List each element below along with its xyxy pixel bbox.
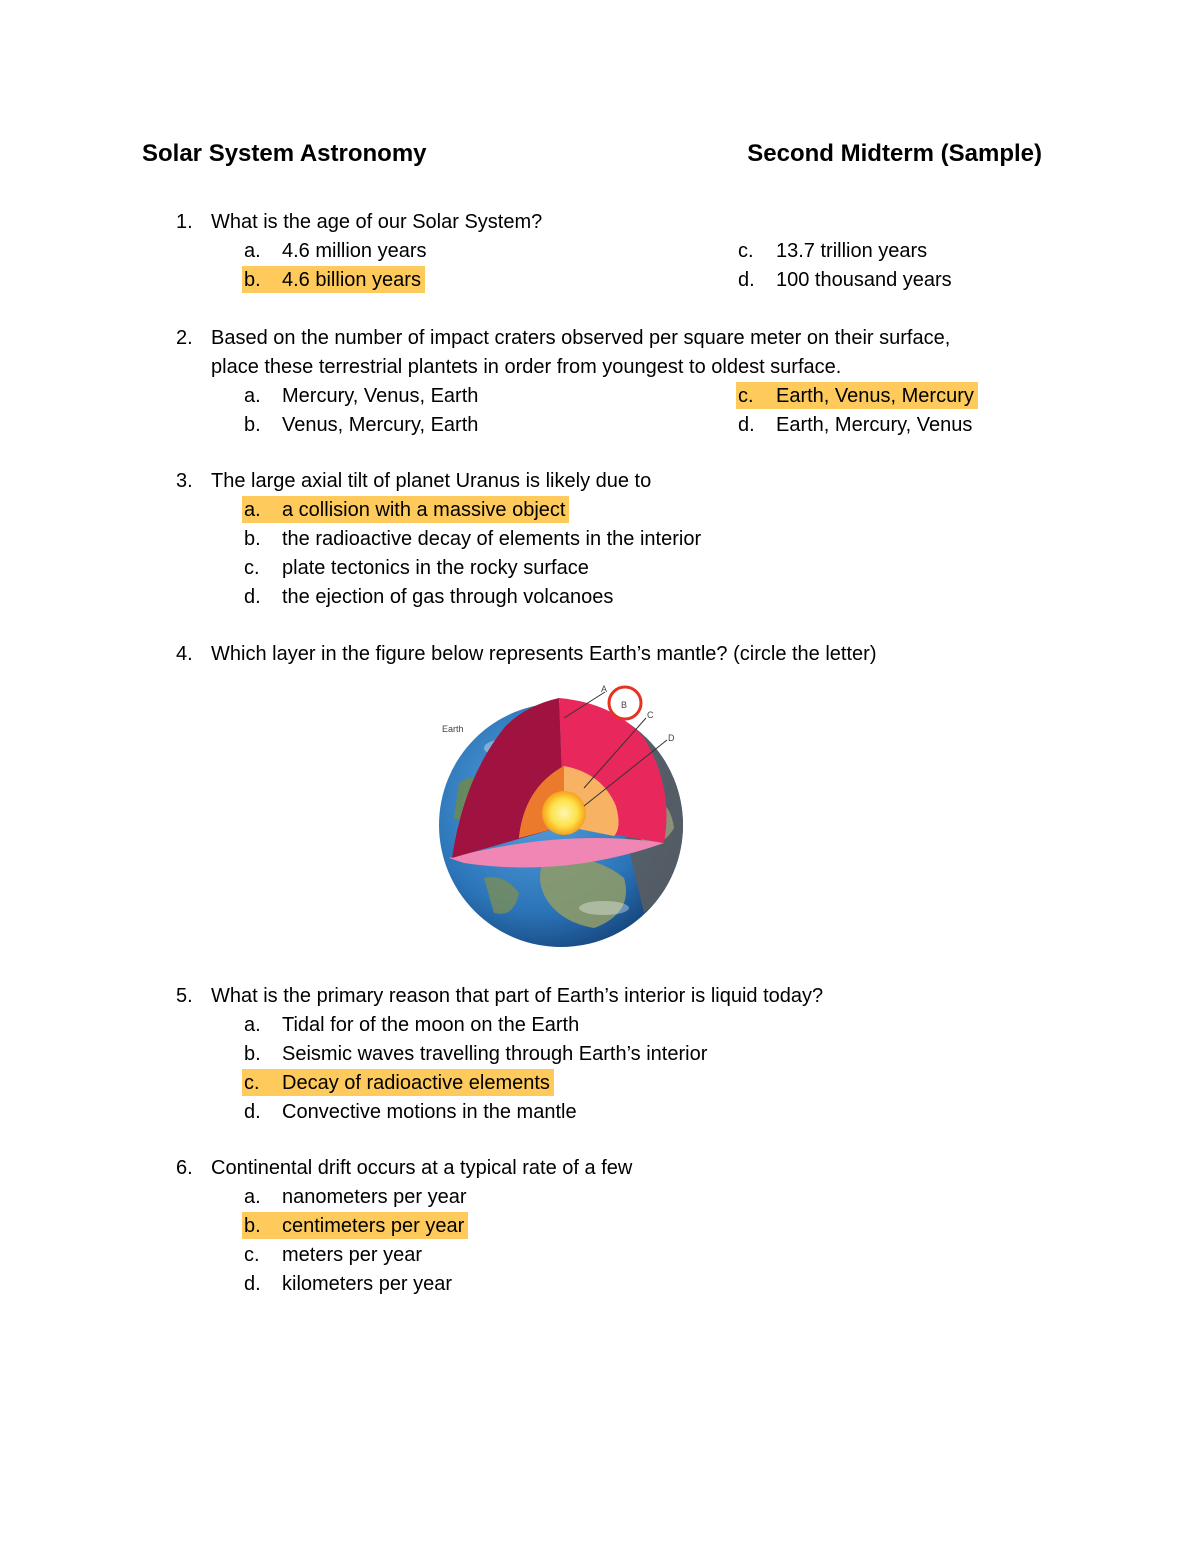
question-text: What is the primary reason that part of Earth’s interior is liquid today? [211, 985, 824, 1007]
figure-caption: Earth [442, 724, 464, 734]
option-text: nanometers per year [282, 1186, 467, 1208]
option-letter: a. [244, 240, 261, 262]
option-letter: d. [244, 1101, 261, 1123]
question-4 [0, 640, 1200, 669]
option-b[interactable] [244, 525, 701, 552]
option-letter: a. [244, 1186, 261, 1208]
option-text: meters per year [282, 1244, 423, 1266]
option-letter: c. [244, 1072, 260, 1094]
cloud [579, 901, 629, 915]
option-letter: a. [244, 385, 261, 407]
question-text: Based on the number of impact craters observed per square meter on their surface, [211, 327, 951, 349]
option-b[interactable] [244, 411, 478, 438]
option-text: Seismic waves travelling through Earth’s interior [282, 1043, 708, 1065]
option-letter: b. [244, 528, 261, 550]
option-letter: d. [738, 269, 755, 291]
question-2 [0, 324, 1200, 440]
option-b-correct[interactable] [242, 266, 425, 293]
option-letter: b. [244, 414, 261, 436]
option-a[interactable] [244, 382, 478, 409]
option-text: Mercury, Venus, Earth [282, 385, 479, 407]
option-c[interactable] [244, 1241, 422, 1268]
option-text: a collision with a massive object [282, 499, 566, 521]
option-d[interactable] [244, 583, 613, 610]
option-b-correct[interactable] [242, 1212, 468, 1239]
option-letter: b. [244, 269, 261, 291]
question-text: Which layer in the figure below represents Earth’s mantle? (circle the letter) [211, 643, 877, 665]
option-letter: c. [738, 385, 754, 407]
question-6 [0, 1154, 1200, 1299]
question-text: Continental drift occurs at a typical rate of a few [211, 1157, 633, 1179]
option-letter: d. [244, 586, 261, 608]
option-text: centimeters per year [282, 1215, 465, 1237]
option-text: Earth, Mercury, Venus [776, 414, 973, 436]
option-letter: a. [244, 1014, 261, 1036]
question-number: 3. [176, 470, 193, 492]
option-text: 4.6 billion years [282, 269, 421, 291]
question-5 [0, 982, 1200, 1127]
option-c-correct[interactable] [242, 1069, 554, 1096]
option-text: 4.6 million years [282, 240, 427, 262]
layer-label-c: C [647, 710, 654, 720]
question-number: 1. [176, 211, 193, 233]
option-letter: b. [244, 1215, 261, 1237]
page-header [142, 140, 1042, 176]
question-number: 6. [176, 1157, 193, 1179]
question-number: 4. [176, 643, 193, 665]
option-text: 100 thousand years [776, 269, 952, 291]
option-b[interactable] [244, 1040, 707, 1067]
question-text-continued: place these terrestrial plantets in order from youngest to oldest surface. [211, 356, 842, 378]
question-number: 5. [176, 985, 193, 1007]
option-text: Convective motions in the mantle [282, 1101, 577, 1123]
option-a-correct[interactable] [242, 496, 569, 523]
option-text: Venus, Mercury, Earth [282, 414, 479, 436]
exam-title: Second Midterm (Sample) [747, 140, 1042, 167]
layer-label-a: A [601, 684, 608, 694]
option-letter: c. [244, 557, 260, 579]
question-number: 2. [176, 327, 193, 349]
option-text: kilometers per year [282, 1273, 453, 1295]
option-text: Decay of radioactive elements [282, 1072, 550, 1094]
option-text: Tidal for of the moon on the Earth [282, 1014, 580, 1036]
option-c-correct[interactable] [736, 382, 978, 409]
option-text: the radioactive decay of elements in the interior [282, 528, 702, 550]
option-text: the ejection of gas through volcanoes [282, 586, 614, 608]
earth-figure [424, 678, 714, 948]
question-text: What is the age of our Solar System? [211, 211, 543, 233]
option-letter: d. [738, 414, 755, 436]
option-text: 13.7 trillion years [776, 240, 928, 262]
course-title: Solar System Astronomy [142, 140, 427, 167]
option-a[interactable] [244, 1011, 579, 1038]
option-letter: b. [244, 1043, 261, 1065]
option-a[interactable] [244, 1183, 467, 1210]
question-1 [0, 208, 1200, 295]
question-3 [0, 467, 1200, 612]
option-letter: a. [244, 499, 261, 521]
option-c[interactable] [738, 237, 927, 264]
option-d[interactable] [244, 1270, 452, 1297]
option-text: plate tectonics in the rocky surface [282, 557, 589, 579]
option-letter: c. [244, 1244, 260, 1266]
earth-cross-section [424, 678, 714, 948]
option-d[interactable] [244, 1098, 577, 1125]
option-d[interactable] [738, 266, 952, 293]
option-letter: d. [244, 1273, 261, 1295]
option-a[interactable] [244, 237, 427, 264]
option-c[interactable] [244, 554, 589, 581]
question-text: The large axial tilt of planet Uranus is likely due to [211, 470, 652, 492]
option-d[interactable] [738, 411, 972, 438]
layer-label-b: B [621, 700, 628, 710]
option-letter: c. [738, 240, 754, 262]
inner-core-layer [542, 791, 586, 835]
layer-label-d: D [668, 733, 675, 743]
option-text: Earth, Venus, Mercury [776, 385, 974, 407]
